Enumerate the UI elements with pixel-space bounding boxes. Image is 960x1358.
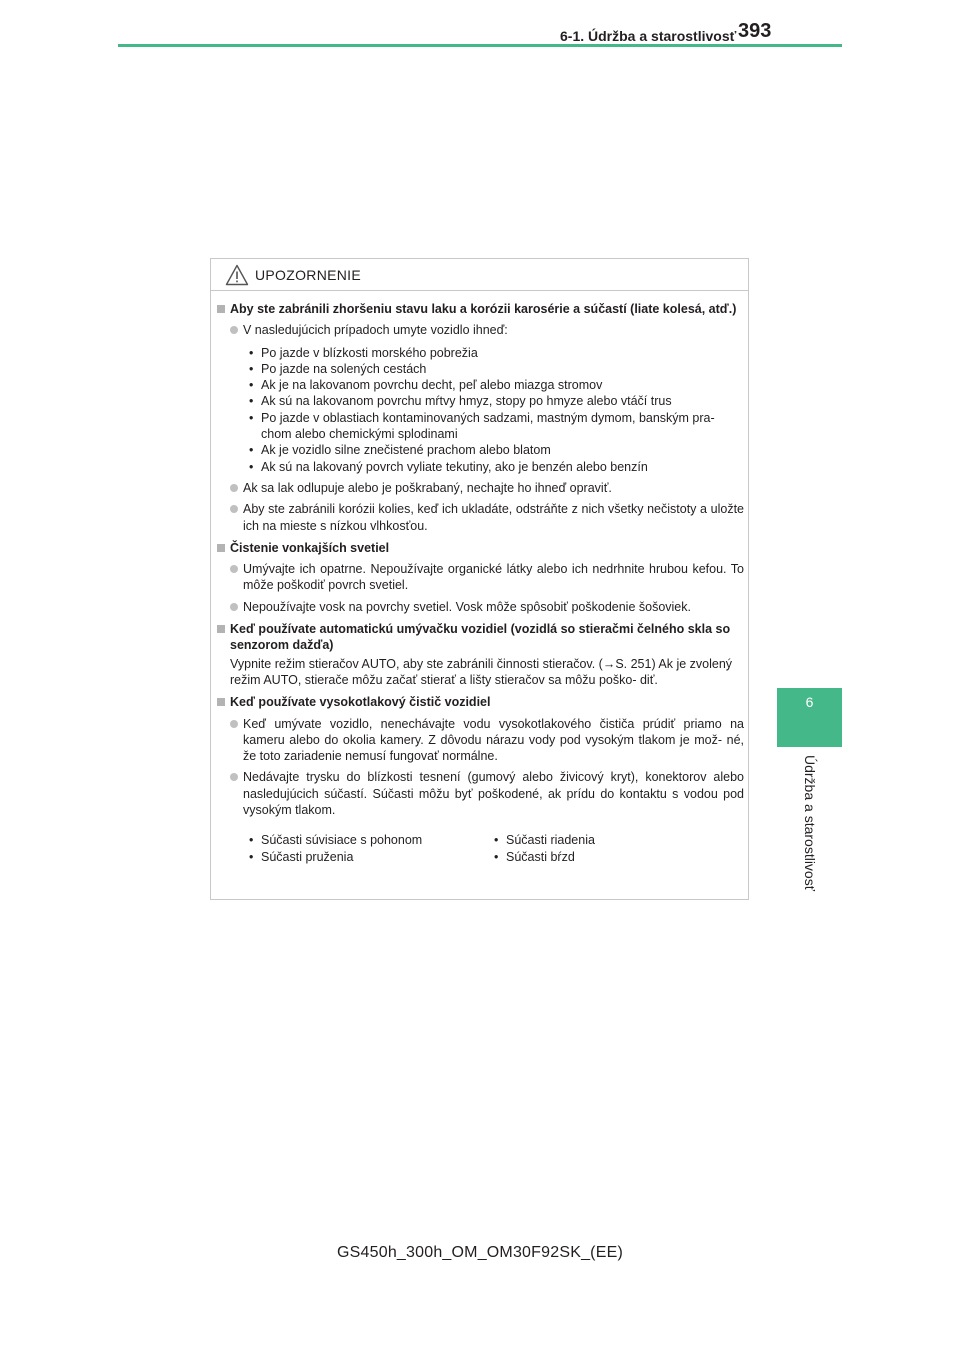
parts-column bbox=[249, 832, 494, 865]
list-item: V nasledujúcich prípadoch umyte vozidlo ihneď: bbox=[217, 322, 744, 338]
list-item: • Súčasti bŕzd bbox=[494, 849, 739, 865]
square-bullet-icon bbox=[217, 544, 225, 552]
list-item: • Ak je na lakovanom povrchu decht, peľ alebo miazga stromov bbox=[249, 377, 744, 393]
list-item: • Ak je vozidlo silne znečistené prachom alebo blatom bbox=[249, 442, 744, 458]
header-rule bbox=[118, 44, 842, 47]
dot-bullet-icon bbox=[230, 720, 238, 728]
warning-box bbox=[210, 258, 749, 900]
square-bullet-icon bbox=[217, 625, 225, 633]
paragraph: Vypnite režim stieračov AUTO, aby ste zabránili činnosti stieračov. (→S. 251) Ak je zvolený režim AUTO, stierače môžu začať stierať a lišty stieračov sa môžu poško- diť. bbox=[230, 656, 733, 687]
list-item: • Po jazde v oblastiach kontaminovaných sadzami, mastným dymom, banským pra- chom alebo chemickými splodinami bbox=[249, 410, 744, 443]
list-item: • Ak sú na lakovaný povrch vyliate tekutiny, ako je benzén alebo benzín bbox=[249, 459, 744, 475]
dot-bullet-icon bbox=[230, 505, 238, 513]
list-item: Keď umývate vozidlo, nenechávajte vodu vysokotlakového čističa prúdiť priamo na kameru alebo do okolia kamery. Z dôvodu nárazu vody pod vysokým tlakom je mož- né, že toto zariadenie nemusí fungovať normálne. bbox=[217, 716, 744, 765]
dot-bullet-icon bbox=[230, 565, 238, 573]
chapter-number: 6 bbox=[805, 694, 814, 710]
document-code: GS450h_300h_OM_OM30F92SK_(EE) bbox=[337, 1244, 623, 1261]
chapter-tab bbox=[777, 688, 842, 747]
dot-bullet-icon bbox=[230, 773, 238, 781]
square-bullet-icon bbox=[217, 698, 225, 706]
parts-column bbox=[494, 832, 739, 865]
warning-title: UPOZORNENIE bbox=[255, 267, 361, 283]
page-number: 393 bbox=[738, 20, 772, 42]
parts-list bbox=[217, 832, 744, 865]
list-item: Umývajte ich opatrne. Nepoužívajte organické látky alebo ich nedrhnite hrubou kefou. To môže poškodiť povrch svetiel. bbox=[217, 561, 744, 594]
warning-divider bbox=[211, 290, 748, 291]
section-heading: Aby ste zabránili zhoršeniu stavu laku a korózii karosérie a súčastí (liate kolesá, atď.) bbox=[217, 301, 744, 317]
section-heading: Keď používate vysokotlakový čistič vozidiel bbox=[217, 694, 744, 710]
list-item: • Súčasti súvisiace s pohonom bbox=[249, 832, 494, 848]
chapter-label: Údržba a starostlivosť bbox=[802, 755, 818, 891]
dot-bullet-icon bbox=[230, 326, 238, 334]
list-item: Aby ste zabránili korózii kolies, keď ich ukladáte, odstráňte z nich všetky nečistoty a uložte ich na mieste s nízkou vlhkosťou. bbox=[217, 501, 744, 534]
dot-bullet-icon bbox=[230, 484, 238, 492]
list-item: • Po jazde v blízkosti morského pobrežia bbox=[249, 345, 744, 361]
section-title: 6-1. Údržba a starostlivosť bbox=[560, 28, 737, 44]
list-item: • Súčasti riadenia bbox=[494, 832, 739, 848]
bullet-list bbox=[217, 345, 744, 475]
list-item: Nepoužívajte vosk na povrchy svetiel. Vosk môže spôsobiť poškodenie šošoviek. bbox=[217, 599, 744, 615]
warning-header bbox=[225, 263, 361, 287]
list-item: • Ak sú na lakovanom povrchu mŕtvy hmyz, stopy po hmyze alebo vtáčí trus bbox=[249, 393, 744, 409]
dot-bullet-icon bbox=[230, 603, 238, 611]
section-heading: Čistenie vonkajších svetiel bbox=[217, 540, 744, 556]
warning-content bbox=[217, 301, 744, 865]
square-bullet-icon bbox=[217, 305, 225, 313]
list-item: • Po jazde na solených cestách bbox=[249, 361, 744, 377]
section-heading: Keď používate automatickú umývačku vozidiel (vozidlá so stieračmi čelného skla so senzorom dažďa) bbox=[217, 621, 744, 654]
warning-triangle-icon bbox=[225, 264, 249, 286]
list-item: Ak sa lak odlupuje alebo je poškrabaný, nechajte ho ihneď opraviť. bbox=[217, 480, 744, 496]
list-item: Nedávajte trysku do blízkosti tesnení (gumový alebo živicový kryt), konektorov alebo nasledujúcich súčastí. Súčasti môžu byť poškodené, ak prídu do kontaktu s vodou pod vysokým tlakom. bbox=[217, 769, 744, 818]
list-item: • Súčasti pruženia bbox=[249, 849, 494, 865]
